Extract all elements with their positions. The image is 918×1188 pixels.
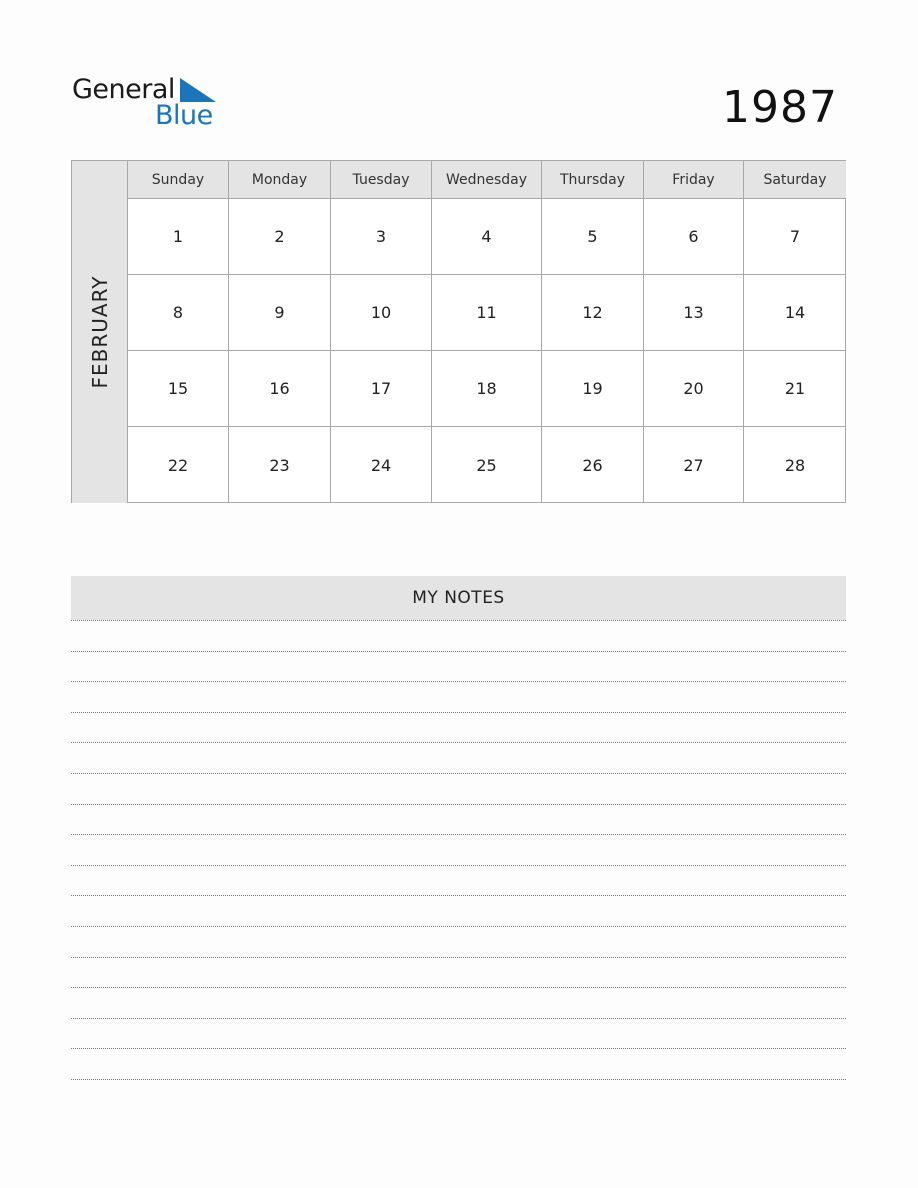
logo-word-general: General — [72, 74, 175, 105]
day-cell: 2 — [229, 199, 331, 275]
note-line — [71, 652, 846, 683]
day-cell: 5 — [542, 199, 644, 275]
day-cell: 17 — [331, 351, 432, 427]
day-cell: 4 — [432, 199, 542, 275]
day-cell: 3 — [331, 199, 432, 275]
note-line — [71, 958, 846, 989]
day-cell: 14 — [744, 275, 846, 351]
weekday-header-tuesday: Tuesday — [331, 161, 432, 199]
day-cell: 22 — [128, 427, 229, 503]
day-cell: 16 — [229, 351, 331, 427]
note-line — [71, 866, 846, 897]
note-line — [71, 621, 846, 652]
note-line — [71, 713, 846, 744]
note-line — [71, 1019, 846, 1050]
day-cell: 20 — [644, 351, 744, 427]
logo-triangle-icon — [180, 78, 216, 102]
day-cell: 15 — [128, 351, 229, 427]
weekday-header-saturday: Saturday — [744, 161, 846, 199]
notes-section — [71, 576, 846, 1080]
generalblue-logo — [72, 74, 222, 130]
day-cell: 7 — [744, 199, 846, 275]
note-line — [71, 835, 846, 866]
note-line — [71, 805, 846, 836]
weekday-header-sunday: Sunday — [128, 161, 229, 199]
day-cell: 28 — [784, 455, 806, 475]
logo-word-blue: Blue — [155, 100, 213, 131]
weekday-header-wednesday: Wednesday — [432, 161, 542, 199]
note-line — [71, 988, 846, 1019]
note-line — [71, 682, 846, 713]
weekday-header-thursday: Thursday — [542, 161, 644, 199]
day-cell: 8 — [128, 275, 229, 351]
weekday-header-friday: Friday — [644, 161, 744, 199]
day-cell: 19 — [542, 351, 644, 427]
note-line — [71, 1049, 846, 1080]
day-cell: 12 — [542, 275, 644, 351]
day-cell: 13 — [644, 275, 744, 351]
notes-title: MY NOTES — [71, 576, 846, 620]
day-cell: 21 — [744, 351, 846, 427]
year-title: 1987 — [722, 82, 838, 133]
day-cell: 26 — [542, 427, 644, 503]
note-line — [71, 896, 846, 927]
note-line — [71, 743, 846, 774]
day-cell: 11 — [432, 275, 542, 351]
weekday-header-monday: Monday — [229, 161, 331, 199]
day-cell: 9 — [229, 275, 331, 351]
month-label-cell — [72, 161, 128, 503]
day-cell: 24 — [331, 427, 432, 503]
note-line — [71, 927, 846, 958]
day-cell: 6 — [644, 199, 744, 275]
note-line — [71, 774, 846, 805]
month-calendar-grid — [71, 160, 846, 503]
day-cell: 23 — [229, 427, 331, 503]
day-cell: 25 — [432, 427, 542, 503]
day-cell: 27 — [644, 427, 744, 503]
day-cell: 18 — [432, 351, 542, 427]
day-cell: 1 — [128, 199, 229, 275]
month-label: FEBRUARY — [87, 275, 112, 389]
day-cell: 10 — [331, 275, 432, 351]
